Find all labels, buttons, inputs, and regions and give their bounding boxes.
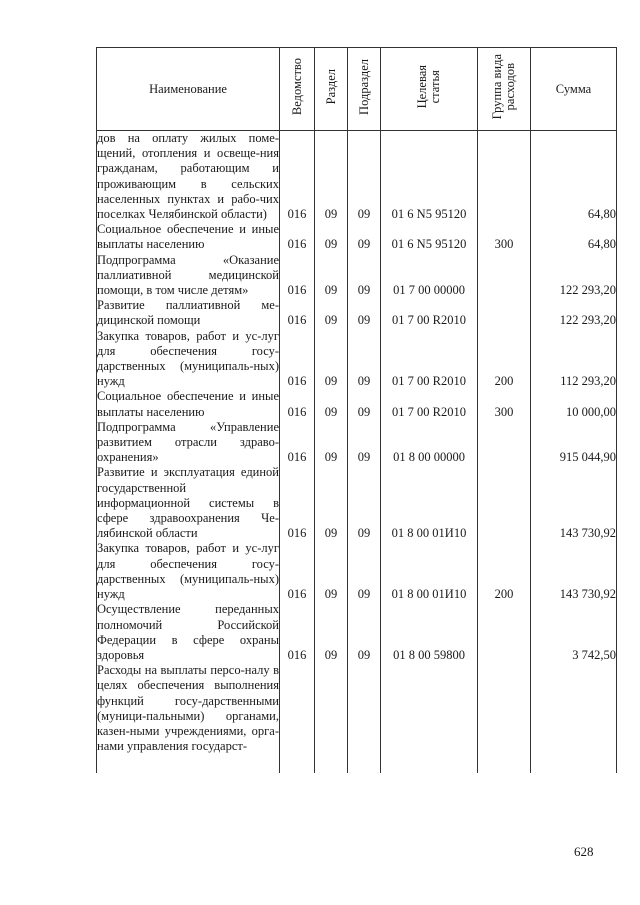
row-name: Развитие и эксплуатация единой государственной информационной системы в сфере здравоохранения Че-лябинской области	[97, 465, 279, 541]
row-vedomstvo: 016	[280, 465, 315, 541]
row-summa: 143 730,92	[531, 541, 617, 602]
row-vedomstvo	[280, 663, 315, 773]
row-celevaya-statya: 01 8 00 59800	[381, 602, 478, 663]
row-celevaya-statya: 01 7 00 R2010	[381, 298, 478, 328]
row-celevaya-statya: 01 6 N5 95120	[381, 222, 478, 252]
row-vedomstvo: 016	[280, 131, 315, 223]
table-row	[97, 253, 617, 299]
row-summa	[531, 663, 617, 773]
row-razdel: 09	[315, 602, 348, 663]
row-razdel: 09	[315, 329, 348, 390]
table-row	[97, 541, 617, 602]
row-summa: 122 293,20	[531, 298, 617, 328]
row-summa: 3 742,50	[531, 602, 617, 663]
row-gruppa	[478, 465, 531, 541]
header-celevaya-statya: Целевая статья	[381, 48, 478, 131]
row-vedomstvo: 016	[280, 420, 315, 466]
table-row	[97, 389, 617, 419]
table-row	[97, 329, 617, 390]
row-name: дов на оплату жилых поме-щений, отопления и освеще-ния гражданам, работающим и проживающим в сельских населенных пунктах и рабо-чих поселках Челябинской области)	[97, 131, 279, 222]
row-name: Развитие паллиативной ме-дицинской помощи	[97, 298, 279, 328]
table-row	[97, 602, 617, 663]
row-podrazdel: 09	[348, 602, 381, 663]
row-name: Закупка товаров, работ и ус-луг для обеспечения госу-дарственных (муниципаль-ных) нужд	[97, 541, 279, 602]
row-name: Социальное обеспечение и иные выплаты населению	[97, 389, 279, 419]
row-gruppa: 200	[478, 329, 531, 390]
row-podrazdel: 09	[348, 298, 381, 328]
row-name: Расходы на выплаты персо-налу в целях обеспечения выполнения функций госу-дарственными (муници-пальными) органами, казен-ными учреждениями, орга-нами управления государст-	[97, 663, 280, 773]
row-razdel: 09	[315, 253, 348, 299]
row-summa: 122 293,20	[531, 253, 617, 299]
row-celevaya-statya: 01 7 00 R2010	[381, 329, 478, 390]
row-summa: 915 044,90	[531, 420, 617, 466]
row-gruppa	[478, 298, 531, 328]
row-summa: 10 000,00	[531, 389, 617, 419]
row-podrazdel: 09	[348, 222, 381, 252]
row-podrazdel: 09	[348, 131, 381, 223]
row-razdel: 09	[315, 420, 348, 466]
row-gruppa	[478, 663, 531, 773]
row-celevaya-statya: 01 7 00 00000	[381, 253, 478, 299]
row-razdel: 09	[315, 222, 348, 252]
table-header-row	[97, 48, 617, 131]
row-razdel	[315, 663, 348, 773]
budget-table	[96, 47, 617, 773]
row-gruppa: 200	[478, 541, 531, 602]
row-vedomstvo: 016	[280, 222, 315, 252]
header-summa: Сумма	[531, 48, 617, 131]
table-row	[97, 222, 617, 252]
row-celevaya-statya	[381, 663, 478, 773]
row-vedomstvo: 016	[280, 253, 315, 299]
row-summa: 64,80	[531, 131, 617, 223]
row-razdel: 09	[315, 389, 348, 419]
row-name: Осуществление переданных полномочий Российской Федерации в сфере охраны здоровья	[97, 602, 279, 662]
row-podrazdel: 09	[348, 541, 381, 602]
table-row	[97, 298, 617, 328]
header-podrazdel: Подраздел	[348, 48, 381, 131]
row-gruppa	[478, 131, 531, 223]
row-summa: 112 293,20	[531, 329, 617, 390]
row-razdel: 09	[315, 131, 348, 223]
row-razdel: 09	[315, 541, 348, 602]
row-name: Подпрограмма «Оказание паллиативной медицинской помощи, в том числе детям»	[97, 252, 279, 298]
row-celevaya-statya: 01 8 00 00000	[381, 420, 478, 466]
row-vedomstvo: 016	[280, 329, 315, 390]
row-podrazdel: 09	[348, 420, 381, 466]
row-podrazdel: 09	[348, 253, 381, 299]
row-gruppa: 300	[478, 389, 531, 419]
row-gruppa	[478, 253, 531, 299]
row-gruppa	[478, 420, 531, 466]
table-body	[97, 131, 617, 774]
row-celevaya-statya: 01 8 00 01И10	[381, 465, 478, 541]
header-name: Наименование	[97, 48, 280, 131]
table-row	[97, 131, 617, 223]
row-vedomstvo: 016	[280, 541, 315, 602]
row-summa: 143 730,92	[531, 465, 617, 541]
row-podrazdel: 09	[348, 465, 381, 541]
row-celevaya-statya: 01 6 N5 95120	[381, 131, 478, 223]
row-summa: 64,80	[531, 222, 617, 252]
row-celevaya-statya: 01 7 00 R2010	[381, 389, 478, 419]
table-row	[97, 465, 617, 541]
row-gruppa	[478, 602, 531, 663]
table-row	[97, 420, 617, 466]
row-podrazdel	[348, 663, 381, 773]
row-gruppa: 300	[478, 222, 531, 252]
row-name: Подпрограмма «Управление развитием отрасли здраво-охранения»	[97, 419, 279, 465]
page-number: 628	[574, 844, 594, 859]
row-celevaya-statya: 01 8 00 01И10	[381, 541, 478, 602]
row-name: Социальное обеспечение и иные выплаты населению	[97, 222, 279, 252]
row-vedomstvo: 016	[280, 602, 315, 663]
row-vedomstvo: 016	[280, 389, 315, 419]
row-razdel: 09	[315, 465, 348, 541]
header-razdel: Раздел	[315, 48, 348, 131]
row-vedomstvo: 016	[280, 298, 315, 328]
row-razdel: 09	[315, 298, 348, 328]
table-row	[97, 663, 617, 773]
row-podrazdel: 09	[348, 389, 381, 419]
header-gruppa-vida-rashodov: Группа вида расходов	[478, 48, 531, 131]
row-name: Закупка товаров, работ и ус-луг для обеспечения госу-дарственных (муниципаль-ных) нужд	[97, 328, 279, 389]
header-vedomstvo: Ведомство	[280, 48, 315, 131]
row-podrazdel: 09	[348, 329, 381, 390]
